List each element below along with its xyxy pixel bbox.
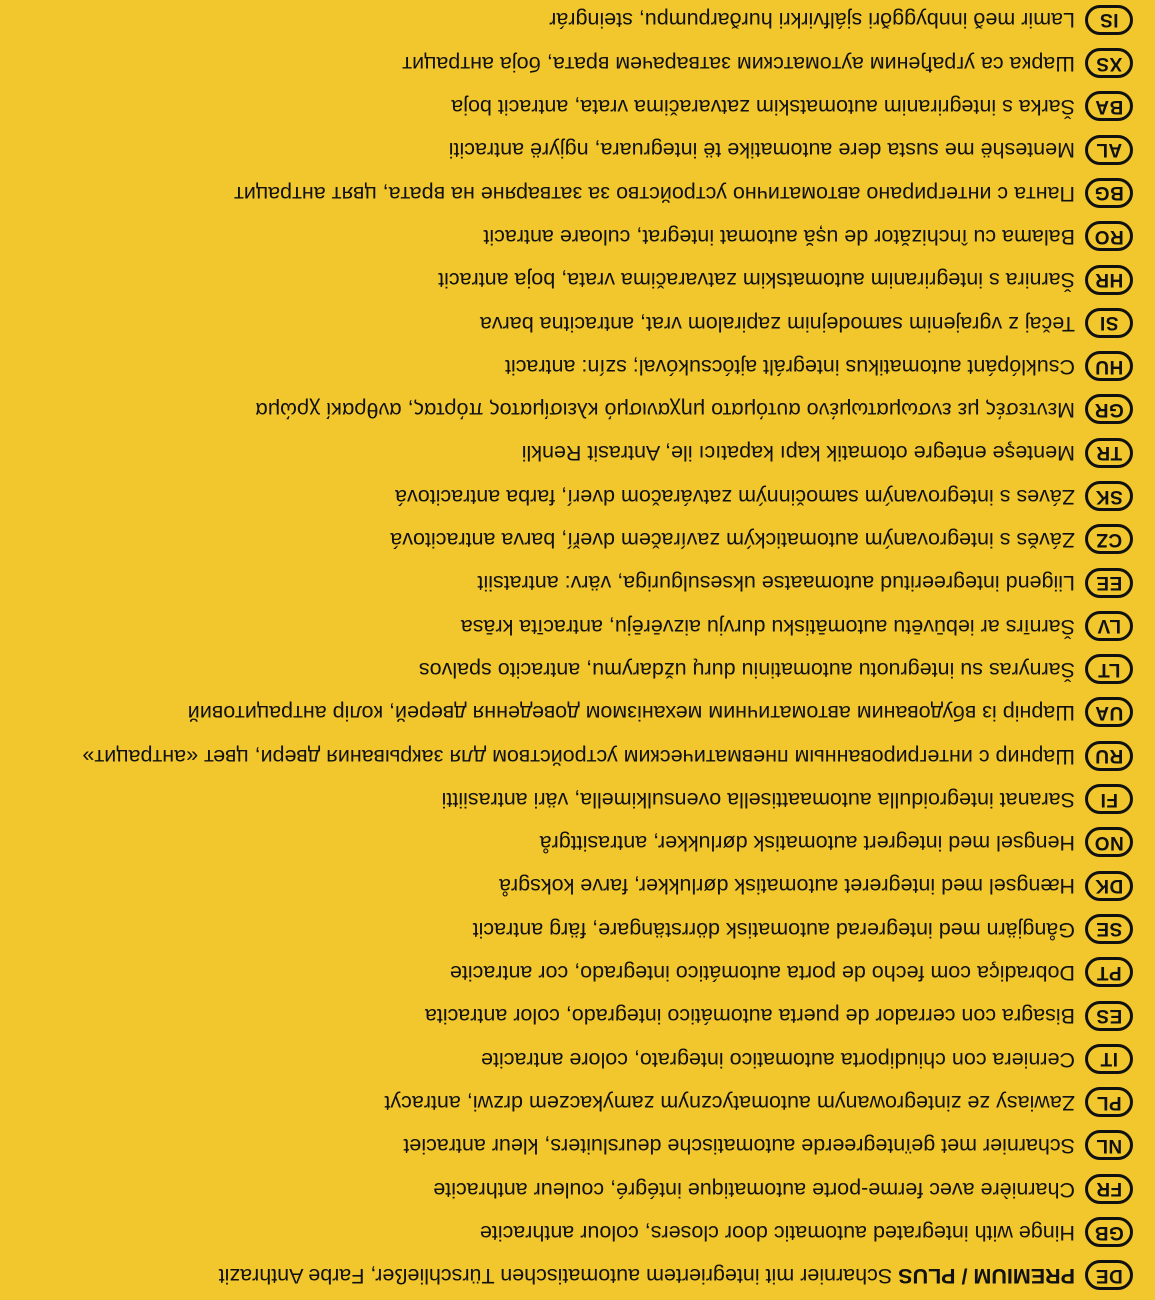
description-text: [480, 1221, 1075, 1243]
country-code-badge: CZ: [1085, 524, 1133, 554]
country-code-badge: IT: [1085, 1044, 1133, 1074]
language-row-no: [0, 821, 1155, 864]
description-text: [425, 1005, 1075, 1027]
country-code-badge: PL: [1085, 1087, 1133, 1117]
description-text: [461, 615, 1075, 637]
country-code-badge: GB: [1085, 1217, 1133, 1247]
description-body: Шарнир с интегрированным пневматическим устройством для закрывания двери, цвет «антрацит»: [82, 744, 1075, 769]
description-text: [451, 96, 1075, 118]
country-code-badge: EE: [1085, 568, 1133, 598]
country-code-badge: TR: [1085, 438, 1133, 468]
country-code-badge: SK: [1085, 481, 1133, 511]
country-code-badge: FR: [1085, 1174, 1133, 1204]
description-text: [82, 745, 1075, 767]
language-row-hu: [0, 344, 1155, 387]
description-text: [540, 832, 1075, 854]
language-row-ro: [0, 215, 1155, 258]
language-row-is: [0, 0, 1155, 41]
language-row-se: [0, 907, 1155, 950]
language-row-cz: [0, 518, 1155, 561]
description-text: [402, 52, 1075, 74]
description-text: [449, 139, 1075, 161]
language-row-bg: [0, 171, 1155, 214]
description-body: Menteşe entegre otomatik kapı kapatıcı ile, Antrasit Renkli: [521, 441, 1075, 466]
language-row-fi: [0, 777, 1155, 820]
country-code-badge: BG: [1085, 178, 1133, 208]
description-body: Bisagra con cerrador de puerta automático integrado, color antracita: [424, 1004, 1075, 1029]
description-body: Hængsel med integreret automatisk dørlukker, farve koksgrå: [499, 874, 1075, 899]
country-code-badge: DE: [1085, 1260, 1133, 1290]
description-text: [419, 658, 1075, 680]
language-row-ee: [0, 561, 1155, 604]
description-body: Μεντεσές με ενσωματωμένο αυτόματο μηχανισμό κλεισίματος πόρτας, ανθρακί χρώμα: [255, 398, 1075, 423]
description-text: [477, 572, 1075, 594]
description-text: [234, 182, 1075, 204]
country-code-badge: NO: [1085, 827, 1133, 857]
country-code-badge: SI: [1085, 308, 1133, 338]
description-body: Hinge with integrated automatic door closers, colour anthracite: [479, 1220, 1075, 1245]
country-code-badge: RO: [1085, 221, 1133, 251]
country-code-badge: DK: [1085, 871, 1133, 901]
description-body: Charnière avec ferme-porte automatique intégré, couleur anthracite: [433, 1177, 1075, 1202]
country-code-badge: LV: [1085, 611, 1133, 641]
language-row-hr: [0, 258, 1155, 301]
description-text: [395, 485, 1075, 507]
country-code-badge: RU: [1085, 741, 1133, 771]
description-body: Lamir með innbyggðri sjálfvirkri hurðarpumpu, steingrár: [549, 8, 1075, 33]
country-code-badge: LT: [1085, 654, 1133, 684]
description-body: Tečaj z vgrajenim samodejnim zapiralom vrat, antracitna barva: [479, 311, 1075, 336]
description-text: [483, 225, 1075, 247]
description-body: Hengsel med integrert automatisk dørlukker, antrasittgrå: [539, 831, 1075, 856]
language-row-fr: [0, 1167, 1155, 1210]
description-body: Šarnīrs ar iebūvētu automātisku durvju aizvērēju, antracīta krāsa: [460, 614, 1075, 639]
language-row-lv: [0, 604, 1155, 647]
description-body: Cerniera con chiudiporta automatico integrato, colore antracite: [481, 1047, 1075, 1072]
country-code-badge: GR: [1085, 394, 1133, 424]
language-row-lt: [0, 648, 1155, 691]
country-code-badge: IS: [1085, 5, 1133, 35]
description-body: Шарнір із вбудованим автоматичним механізмом доведення дверей, колір антрацитовий: [187, 701, 1075, 726]
description-body: Balama cu închizător de ușă automat integrat, culoare antracit: [483, 224, 1075, 249]
description-text: [390, 529, 1075, 551]
country-code-badge: XS: [1085, 48, 1133, 78]
language-row-sk: [0, 474, 1155, 517]
description-text: [403, 1135, 1075, 1157]
country-code-badge: AL: [1085, 135, 1133, 165]
product-line-prefix: PREMIUM / PLUS: [898, 1264, 1075, 1289]
description-body: Šarnyras su integruotu automatiniu durų uždarymu, antracito spalvos: [418, 657, 1075, 682]
country-code-badge: UA: [1085, 698, 1133, 728]
country-code-badge: NL: [1085, 1130, 1133, 1160]
description-text: [480, 312, 1075, 334]
language-row-it: [0, 1037, 1155, 1080]
description-body: Dobradiça com fecho de porta automático integrado, cor antracite: [449, 961, 1075, 986]
language-row-xs: [0, 41, 1155, 84]
description-body: Menteshë me susta dere automatike të integruara, ngjyrë antraciti: [448, 138, 1075, 163]
country-code-badge: SE: [1085, 914, 1133, 944]
description-text: [549, 9, 1075, 31]
description-text: [255, 399, 1075, 421]
description-text: [481, 1048, 1075, 1070]
description-body: Záves s integrovaným samočinným zatváračom dverí, farba antracitová: [395, 484, 1075, 509]
description-body: Šarnira s integriranim automatskim zatvaračima vrata, boja antracit: [438, 268, 1075, 293]
description-text: [522, 442, 1075, 464]
description-body: Gångjärn med integrerad automatisk dörrstängare, färg antracit: [472, 917, 1075, 942]
language-row-pl: [0, 1081, 1155, 1124]
language-row-de: [0, 1254, 1155, 1297]
description-text: [188, 702, 1075, 724]
country-code-badge: ES: [1085, 1001, 1133, 1031]
description-body: Scharnier met geïntegreerde automatische deursluiters, kleur antraciet: [403, 1134, 1075, 1159]
description-body: Scharnier mit integriertem automatischen Türschließer, Farbe Anthrazit: [218, 1264, 893, 1289]
language-row-ba: [0, 85, 1155, 128]
country-code-badge: PT: [1085, 957, 1133, 987]
description-text: [219, 1265, 1075, 1287]
language-row-si: [0, 301, 1155, 344]
description-body: Liigend integreeritud automaatse uksesulguriga, värv: antratsiit: [477, 571, 1075, 596]
description-text: [473, 918, 1075, 940]
description-text: [438, 269, 1075, 291]
country-code-badge: HU: [1085, 351, 1133, 381]
language-row-pt: [0, 951, 1155, 994]
country-code-badge: BA: [1085, 91, 1133, 121]
description-body: Zawiasy ze zintegrowanym automatycznym zamykaczem drzwi, antracyt: [384, 1090, 1075, 1115]
language-row-tr: [0, 431, 1155, 474]
description-body: Závěs s integrovaným automatickým zavíračem dveří, barva antracitová: [390, 528, 1075, 553]
description-body: Saranat integroidulla automaattisella ovensulkimella, väri antrasiitti: [441, 787, 1075, 812]
description-text: [450, 962, 1075, 984]
description-body: Šarka s integriranim automatskim zatvaračima vrata, antracit boja: [451, 95, 1075, 120]
description-text: [433, 1178, 1075, 1200]
language-row-ua: [0, 691, 1155, 734]
country-code-badge: HR: [1085, 265, 1133, 295]
country-code-badge: FI: [1085, 784, 1133, 814]
description-body: Шарка са уграђеним аутоматским затварачем врата, боја антрацит: [402, 51, 1075, 76]
description-text: [499, 875, 1075, 897]
language-row-al: [0, 128, 1155, 171]
language-row-gr: [0, 388, 1155, 431]
language-row-es: [0, 994, 1155, 1037]
description-text: [384, 1091, 1075, 1113]
language-row-gb: [0, 1210, 1155, 1253]
description-body: Csuklópánt automatikus integrált ajtócsukóval; szín: antracit: [504, 354, 1075, 379]
language-row-nl: [0, 1124, 1155, 1167]
description-body: Панта с интегрирано автоматично устройство за затваряне на врата, цвят антрацит: [233, 181, 1075, 206]
language-row-dk: [0, 864, 1155, 907]
description-text: [442, 788, 1075, 810]
description-text: [505, 355, 1075, 377]
language-row-ru: [0, 734, 1155, 777]
